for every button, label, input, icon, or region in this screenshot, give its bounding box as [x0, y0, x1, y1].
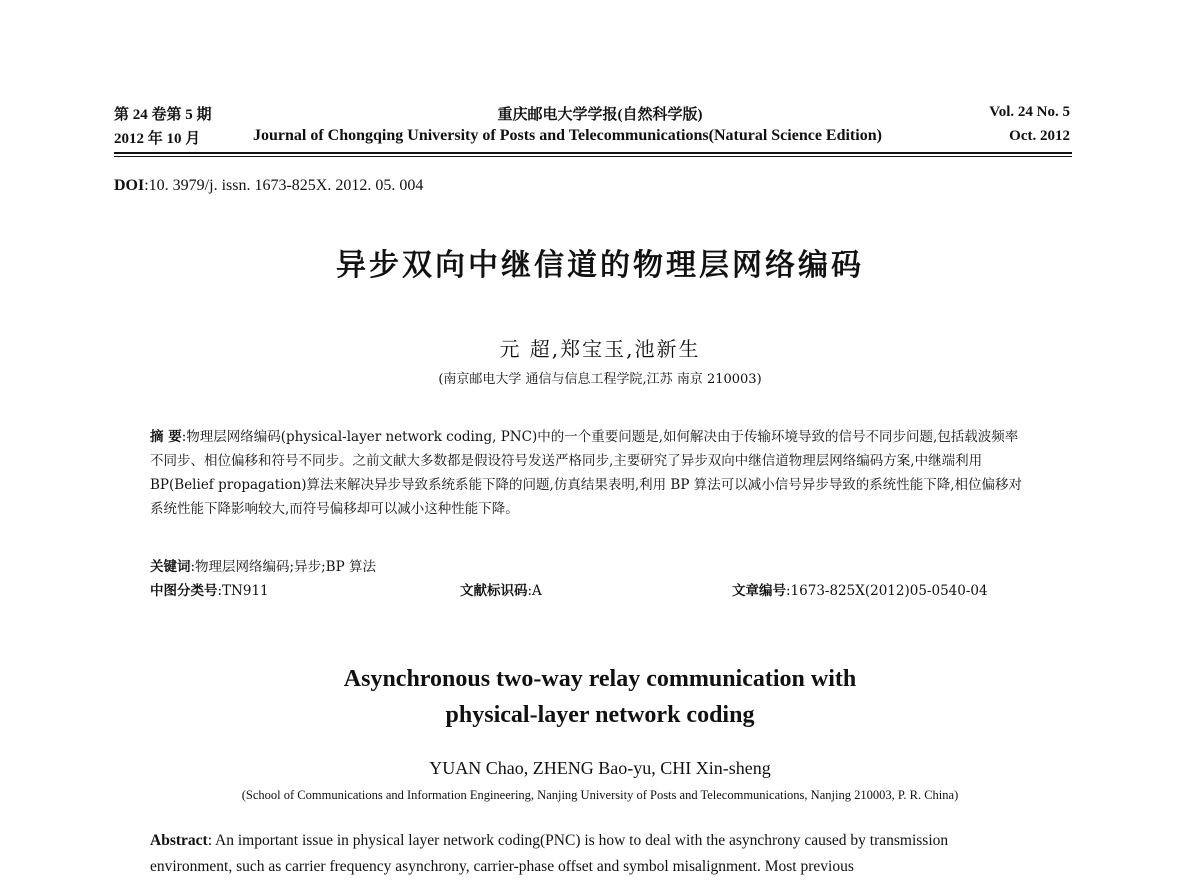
header-journal-title-en: Journal of Chongqing University of Posts and Telecommunications(Natural Science Edition) [253, 127, 882, 144]
clc-number [150, 579, 269, 599]
article-number-value: :1673-825X(2012)05-0540-04 [786, 583, 988, 599]
doi [114, 177, 423, 195]
header-rule-thin [114, 156, 1072, 157]
abstract-en-label: Abstract [150, 832, 208, 849]
abstract-en [150, 828, 1030, 880]
paper-title-en-line1: Asynchronous two-way relay communication with [343, 666, 857, 692]
affiliation-cn: (南京邮电大学 通信与信息工程学院,江苏 南京 210003) [438, 372, 762, 387]
abstract-cn-label: 摘 要 [150, 429, 182, 445]
keywords-cn [150, 555, 376, 575]
header-rule-thick [114, 152, 1072, 154]
article-number [732, 579, 988, 599]
paper-title-cn: 异步双向中继信道的物理层网络编码 [336, 248, 864, 283]
clc-value: :TN911 [217, 583, 269, 599]
header-date-cn: 2012 年 10 月 [114, 131, 201, 147]
clc-label: 中图分类号 [150, 583, 218, 599]
header-journal-title-cn: 重庆邮电大学学报(自然科学版) [497, 107, 703, 123]
keywords-cn-label: 关键词 [150, 559, 191, 575]
header-volume-issue-cn: 第 24 卷第 5 期 [114, 107, 212, 123]
paper-title-en-line2: physical-layer network coding [445, 702, 755, 728]
authors-en: YUAN Chao, ZHENG Bao-yu, CHI Xin-sheng [429, 758, 771, 778]
header-date-en: Oct. 2012 [1009, 128, 1070, 144]
affiliation-en: (School of Communications and Information Engineering, Nanjing University of Posts and Telecommunications, Nanjing 210003, P. R. China) [241, 788, 959, 802]
document-code-label: 文献标识码 [460, 583, 528, 599]
document-code [460, 579, 542, 599]
abstract-cn-text: :物理层网络编码(physical-layer network coding, PNC)中的一个重要问题是,如何解决由于传输环境导致的信号不同步问题,包括载波频率不同步、相位偏移和符号不同步。之前文献大多数都是假设符号发送严格同步,主要研究了异步双向中继信道物理层网络编码方案,中继端利用 BP(Belief propagation)算法来解决异步导致系统系能下降的问题,仿真结果表明,利用 BP 算法可以减小信号异步导致的系统性能下降,相位偏移对系统性能下降影响较大,而符号偏移却可以减小这种性能下降。 [150, 429, 1022, 517]
abstract-en-text: : An important issue in physical layer network coding(PNC) is how to deal with the asynchrony caused by transmission environment, such as carrier frequency asynchrony, carrier-phase offset and symbol misalignment. Most previous [150, 832, 949, 875]
header-volume-issue-en: Vol. 24 No. 5 [989, 104, 1070, 120]
authors-cn: 元 超,郑宝玉,池新生 [499, 337, 701, 361]
abstract-cn [150, 425, 1030, 521]
article-number-label: 文章编号 [732, 583, 786, 599]
keywords-cn-text: :物理层网络编码;异步;BP 算法 [190, 559, 376, 575]
doi-label: DOI [114, 177, 145, 194]
document-code-value: :A [527, 583, 542, 599]
doi-value: :10. 3979/j. issn. 1673-825X. 2012. 05. 004 [144, 177, 424, 194]
